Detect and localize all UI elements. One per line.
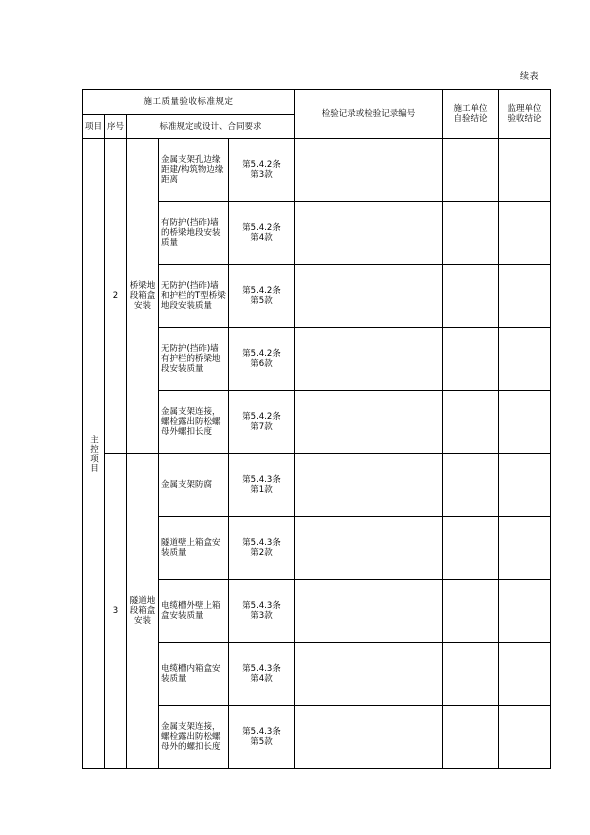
requirement-cell: 隧道壁上箱盒安装质量 [159, 517, 229, 580]
group-seq: 3 [105, 454, 127, 769]
requirement-cell: 金属支架连接，螺栓露出防松螺母外的螺扣长度 [159, 706, 229, 769]
supervisor-conclusion-cell[interactable] [499, 265, 551, 328]
contractor-conclusion-cell[interactable] [443, 643, 499, 706]
supervisor-conclusion-cell[interactable] [499, 139, 551, 202]
requirement-cell: 金属支架孔边缘距建/构筑物边缘距离 [159, 139, 229, 202]
item-column-header: 项目 [83, 115, 105, 139]
header-row-1 [83, 90, 551, 115]
main-item-label: 主控项目 [83, 139, 105, 769]
supervisor-conclusion-cell[interactable] [499, 328, 551, 391]
contractor-conclusion-cell[interactable] [443, 580, 499, 643]
requirement-cell: 有防护(挡砟)墙的桥梁地段安装质量 [159, 202, 229, 265]
record-cell[interactable] [295, 706, 443, 769]
requirement-cell: 电缆槽内箱盒安装质量 [159, 643, 229, 706]
clause-cell: 第5.4.3条 第2款 [229, 517, 295, 580]
clause-cell: 第5.4.2条 第6款 [229, 328, 295, 391]
clause-cell: 第5.4.3条 第1款 [229, 454, 295, 517]
clause-cell: 第5.4.3条 第5款 [229, 706, 295, 769]
contractor-conclusion-cell[interactable] [443, 391, 499, 454]
requirement-cell: 无防护(挡砟)墙和护栏的T型桥梁地段安装质量 [159, 265, 229, 328]
contractor-conclusion-cell[interactable] [443, 265, 499, 328]
clause-cell: 第5.4.3条 第3款 [229, 580, 295, 643]
record-cell[interactable] [295, 454, 443, 517]
supervisor-conclusion-cell[interactable] [499, 580, 551, 643]
record-cell[interactable] [295, 580, 443, 643]
record-cell[interactable] [295, 391, 443, 454]
record-cell[interactable] [295, 202, 443, 265]
inspection-table [82, 89, 551, 769]
record-cell[interactable] [295, 643, 443, 706]
table-row [83, 454, 551, 517]
contractor-column-header: 施工单位 自验结论 [443, 90, 499, 139]
clause-cell: 第5.4.2条 第3款 [229, 139, 295, 202]
contractor-conclusion-cell[interactable] [443, 706, 499, 769]
continuation-label: 续表 [520, 72, 540, 82]
record-cell[interactable] [295, 139, 443, 202]
supervisor-conclusion-cell[interactable] [499, 706, 551, 769]
supervisor-conclusion-cell[interactable] [499, 643, 551, 706]
supervisor-conclusion-cell[interactable] [499, 517, 551, 580]
record-cell[interactable] [295, 517, 443, 580]
supervisor-conclusion-cell[interactable] [499, 454, 551, 517]
record-column-header: 检验记录或检验记录编号 [295, 90, 443, 139]
contractor-conclusion-cell[interactable] [443, 139, 499, 202]
clause-cell: 第5.4.2条 第4款 [229, 202, 295, 265]
seq-column-header: 序号 [105, 115, 127, 139]
requirement-cell: 电缆槽外壁上箱盒安装质量 [159, 580, 229, 643]
contractor-conclusion-cell[interactable] [443, 328, 499, 391]
requirement-cell: 金属支架防腐 [159, 454, 229, 517]
record-cell[interactable] [295, 265, 443, 328]
clause-cell: 第5.4.2条 第5款 [229, 265, 295, 328]
clause-cell: 第5.4.2条 第7款 [229, 391, 295, 454]
record-cell[interactable] [295, 328, 443, 391]
contractor-conclusion-cell[interactable] [443, 454, 499, 517]
clause-cell: 第5.4.3条 第4款 [229, 643, 295, 706]
group-name: 隧道地段箱盒安装 [127, 454, 159, 769]
requirement-cell: 无防护(挡砟)墙有护栏的桥梁地段安装质量 [159, 328, 229, 391]
group-seq: 2 [105, 139, 127, 454]
requirement-cell: 金属支架连接，螺栓露出防松螺母外螺扣长度 [159, 391, 229, 454]
supervisor-column-header: 监理单位 验收结论 [499, 90, 551, 139]
contractor-conclusion-cell[interactable] [443, 517, 499, 580]
group-name: 桥梁地段箱盒安装 [127, 139, 159, 454]
standard-group-header: 施工质量验收标准规定 [83, 90, 295, 115]
requirement-column-header: 标准规定或设计、合同要求 [127, 115, 295, 139]
contractor-conclusion-cell[interactable] [443, 202, 499, 265]
supervisor-conclusion-cell[interactable] [499, 391, 551, 454]
supervisor-conclusion-cell[interactable] [499, 202, 551, 265]
table-row [83, 139, 551, 202]
